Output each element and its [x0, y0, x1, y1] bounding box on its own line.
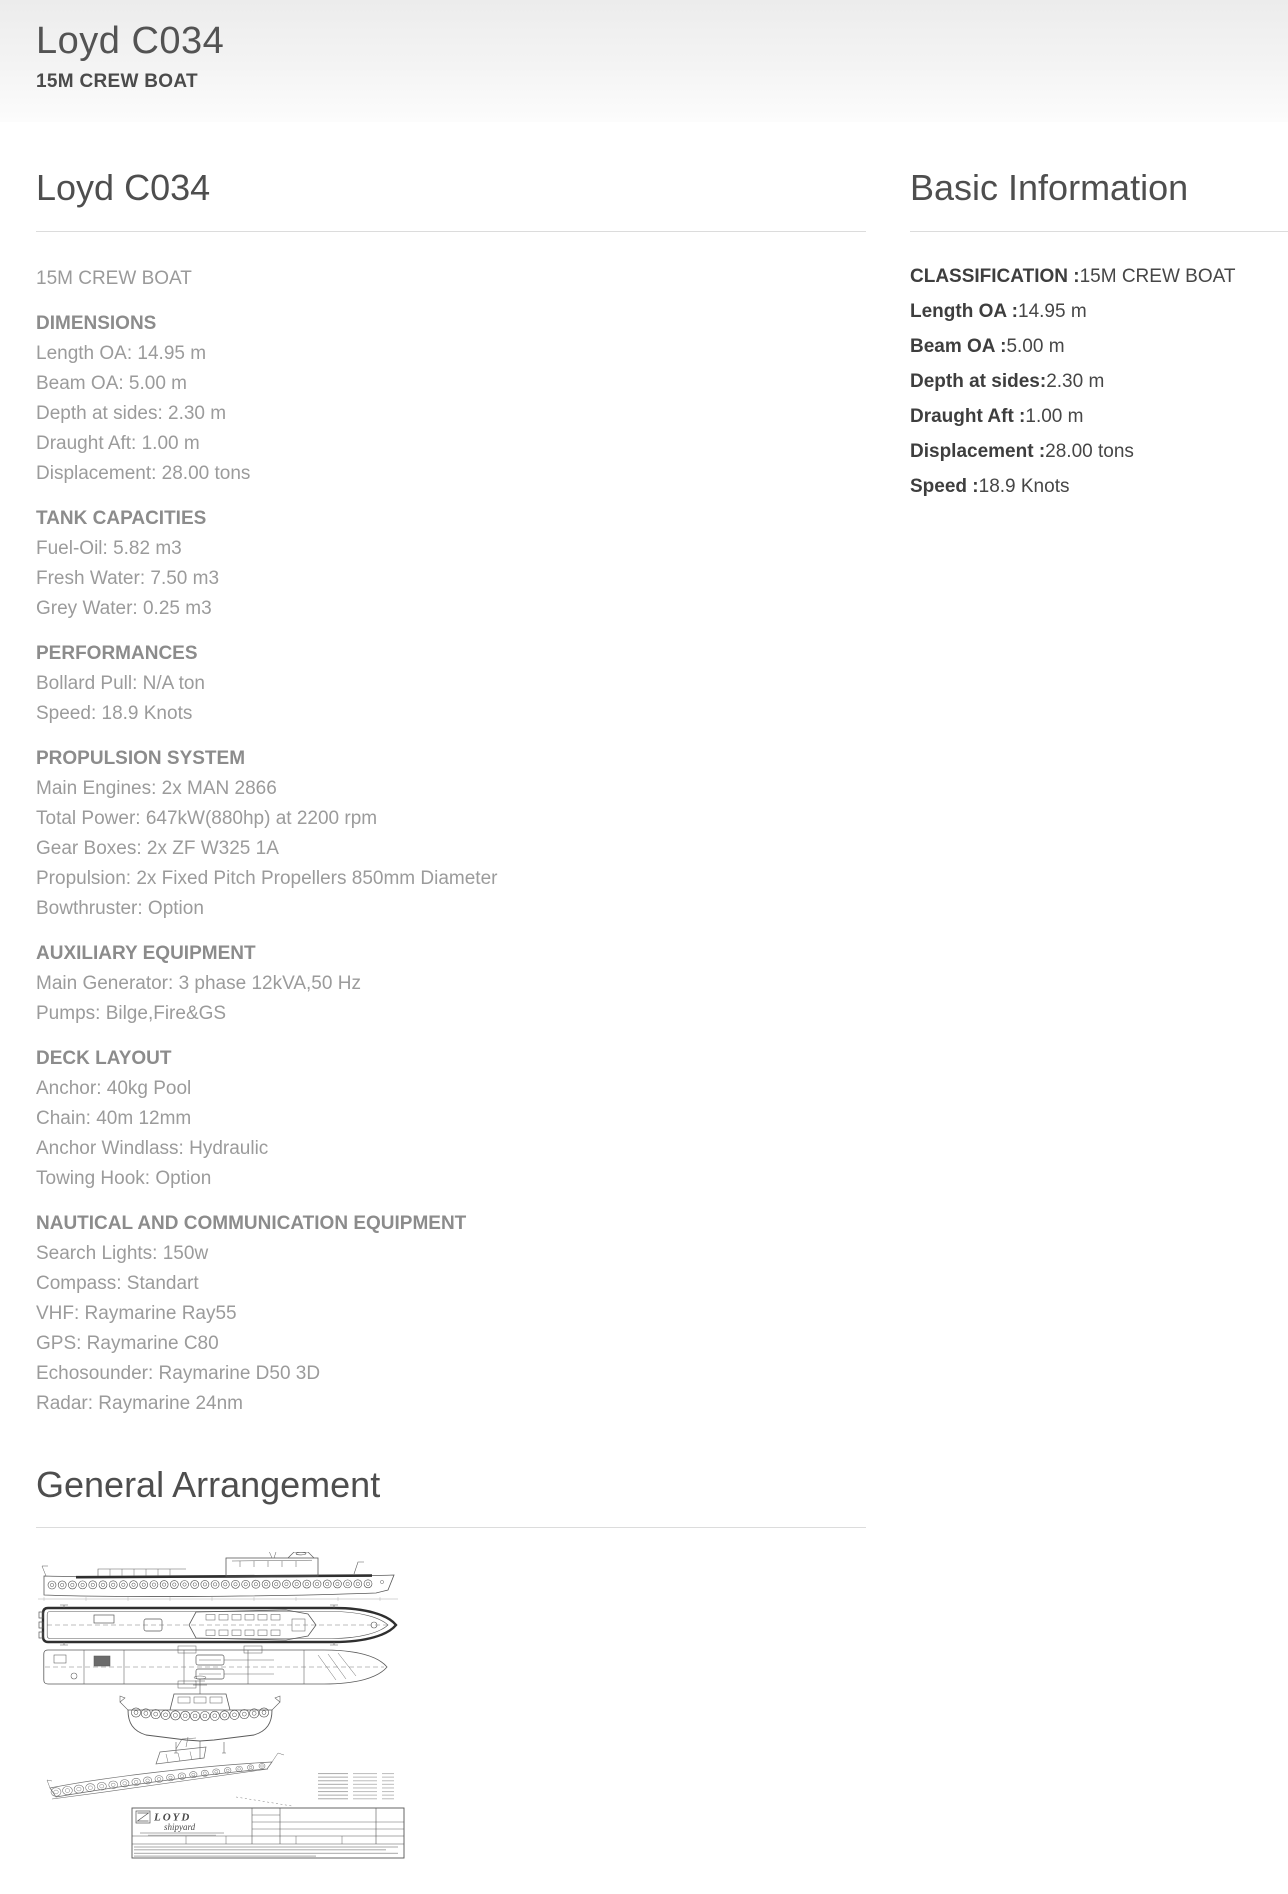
spec-line: Speed: 18.9 Knots [36, 702, 193, 724]
perspective-fender-row [51, 1764, 265, 1797]
basic-info-value: 1.00 m [1025, 405, 1084, 427]
basic-info-item [910, 301, 1288, 323]
basic-info-item [910, 336, 1288, 358]
spec-section-heading: AUXILIARY EQUIPMENT [36, 942, 256, 964]
basic-info-value: 18.9 Knots [978, 475, 1070, 497]
spec-line: Search Lights: 150w [36, 1242, 209, 1264]
basic-info-list [910, 266, 1288, 498]
basic-info-item [910, 266, 1288, 288]
spec-line: Propulsion: 2x Fixed Pitch Propellers 850mm Diameter [36, 867, 498, 889]
basic-info-column [910, 122, 1288, 1864]
spec-section-heading: DIMENSIONS [36, 312, 157, 334]
basic-info-value: 15M CREW BOAT [1079, 265, 1236, 287]
basic-info-item [910, 476, 1288, 498]
page-title: Loyd C034 [36, 20, 225, 62]
basic-info-value: 2.30 m [1046, 370, 1105, 392]
main-deck-plan-view [39, 1605, 396, 1645]
drawing-brand-line1: LOYD [154, 1811, 192, 1824]
spec-line: Total Power: 647kW(880hp) at 2200 rpm [36, 807, 378, 829]
drawing-fine-print [134, 1847, 398, 1857]
basic-info-label: CLASSIFICATION : [910, 265, 1080, 287]
basic-info-label: Depth at sides: [910, 370, 1047, 392]
basic-info-item [910, 441, 1288, 463]
spec-section-heading: NAUTICAL AND COMMUNICATION EQUIPMENT [36, 1212, 467, 1234]
content [0, 122, 1288, 1864]
spec-line: Echosounder: Raymarine D50 3D [36, 1362, 321, 1384]
spec-line: Beam OA: 5.00 m [36, 372, 188, 394]
spec-line: Depth at sides: 2.30 m [36, 402, 227, 424]
bow-section-view [120, 1676, 280, 1759]
basic-info-label: Length OA : [910, 300, 1018, 322]
spec-line: Gear Boxes: 2x ZF W325 1A [36, 837, 279, 859]
basic-info-value: 5.00 m [1006, 335, 1065, 357]
basic-info-item [910, 406, 1288, 428]
spec-line: Towing Hook: Option [36, 1167, 212, 1189]
drawing-brand-line2: shipyard [164, 1822, 196, 1833]
specs-title: Loyd C034 [36, 167, 211, 208]
spec-line: Grey Water: 0.25 m3 [36, 597, 212, 619]
drawing-title-block [132, 1808, 404, 1858]
page-header [0, 0, 1288, 122]
spec-line: Anchor Windlass: Hydraulic [36, 1137, 269, 1159]
spec-line: Compass: Standart [36, 1272, 199, 1294]
specs-intro: 15M CREW BOAT [36, 267, 192, 289]
specs-divider [36, 231, 866, 232]
basic-info-label: Beam OA : [910, 335, 1007, 357]
specs-column [36, 122, 866, 1864]
spec-line: Fresh Water: 7.50 m3 [36, 567, 220, 589]
basic-info-value: 14.95 m [1018, 300, 1087, 322]
spec-line: Draught Aft: 1.00 m [36, 432, 200, 454]
spec-line: Main Generator: 3 phase 12kVA,50 Hz [36, 972, 361, 994]
spec-line: Displacement: 28.00 tons [36, 462, 251, 484]
basic-info-value: 28.00 tons [1045, 440, 1134, 462]
basic-info-label: Draught Aft : [910, 405, 1026, 427]
side-profile-view [38, 1552, 398, 1601]
general-arrangement-divider [36, 1527, 866, 1528]
lower-deck-plan-view [44, 1646, 387, 1688]
perspective-view [47, 1737, 292, 1806]
basic-info-item [910, 371, 1288, 393]
basic-info-label: Speed : [910, 475, 979, 497]
page-subtitle: 15M CREW BOAT [36, 71, 198, 92]
spec-line: VHF: Raymarine Ray55 [36, 1302, 237, 1324]
spec-section-heading: PROPULSION SYSTEM [36, 747, 246, 769]
basic-info-label: Displacement : [910, 440, 1046, 462]
basic-info-divider [910, 231, 1288, 232]
spec-line: Length OA: 14.95 m [36, 342, 207, 364]
side-fender-row [48, 1580, 372, 1589]
spec-line: Pumps: Bilge,Fire&GS [36, 1002, 227, 1024]
general-arrangement-title: General Arrangement [36, 1463, 381, 1505]
general-arrangement-drawing [36, 1552, 408, 1864]
drawing-spec-table [318, 1773, 394, 1799]
spec-line: Fuel-Oil: 5.82 m3 [36, 537, 182, 559]
spec-line: Main Engines: 2x MAN 2866 [36, 777, 277, 799]
spec-section-heading: TANK CAPACITIES [36, 507, 207, 529]
spec-line: Chain: 40m 12mm [36, 1107, 192, 1129]
spec-line: GPS: Raymarine C80 [36, 1332, 219, 1354]
spec-sections [36, 309, 866, 1419]
spec-line: Bowthruster: Option [36, 897, 204, 919]
spec-section-heading: DECK LAYOUT [36, 1047, 172, 1069]
spec-line: Anchor: 40kg Pool [36, 1077, 192, 1099]
spec-line: Bollard Pull: N/A ton [36, 672, 205, 694]
basic-info-title: Basic Information [910, 167, 1189, 208]
spec-line: Radar: Raymarine 24nm [36, 1392, 243, 1414]
spec-section-heading: PERFORMANCES [36, 642, 198, 664]
